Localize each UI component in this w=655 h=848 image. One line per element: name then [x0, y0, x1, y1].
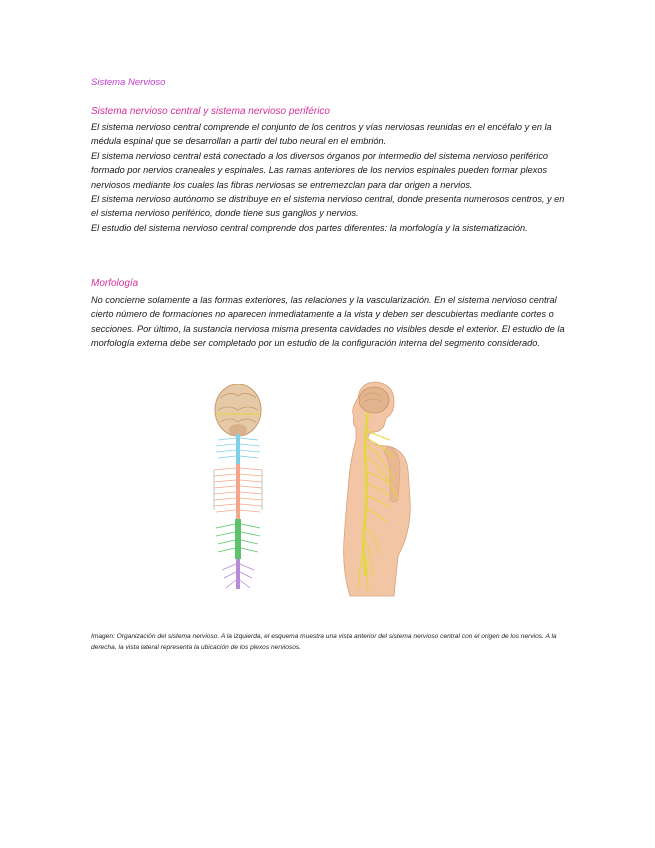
- paragraph: No concierne solamente a las formas exteriores, las relaciones y la vascularización. En el sistema nervioso central cierto número de formaciones no aparecen inmediatamente a la vista y deben ser descubiertas mediante cortes o secciones. Por último, la sustancia nerviosa misma presenta cavidades no visibles desde el exterior. El estudio de la morfología externa debe ser completado por un estudio de la configuración interna del segmento considerado.: [91, 295, 565, 349]
- paragraph: El sistema nervioso central está conectado a los diversos órganos por intermedio del sistema nervioso periférico formado por nervios craneales y espinales. Las ramas anteriores de los nervios espinales pueden formar plexos nerviosos mediante los cuales las fibras nerviosas se entremezclan para dar origen a nervios.: [91, 150, 549, 190]
- section-heading-morfologia: Morfología: [91, 278, 139, 289]
- section-body-central-periferico: [91, 120, 571, 235]
- section-body-morfologia: [91, 293, 571, 351]
- figure-caption: Imagen: Organización del sistema nervioso. A la izquierda, el esquema muestra una vista anterior del sistema nervioso central con el origen de los nervios. A la derecha, la vista lateral representa la ubicación de los plexos nerviosos.: [91, 633, 557, 651]
- paragraph: El estudio del sistema nervioso central comprende dos partes diferentes: la morfología y la sistematización.: [91, 222, 528, 233]
- lateral-plexus-illustration: [328, 380, 428, 598]
- paragraph: El sistema nervioso autónomo se distribuye en el sistema nervioso central, donde presenta numerosos centros, y en el sistema nervioso periférico, donde tiene sus ganglios y nervios.: [91, 194, 565, 219]
- section-heading-central-periferico: Sistema nervioso central y sistema nervioso periférico: [91, 106, 330, 117]
- nervous-system-figures: [0, 378, 655, 598]
- document-title: Sistema Nervioso: [91, 77, 166, 88]
- paragraph: El sistema nervioso central comprende el conjunto de los centros y vías nerviosas reunidas en el encéfalo y en la médula espinal que se desarrollan a partir del tubo neural en el embrión.: [91, 122, 552, 147]
- anterior-cns-illustration: [200, 384, 290, 596]
